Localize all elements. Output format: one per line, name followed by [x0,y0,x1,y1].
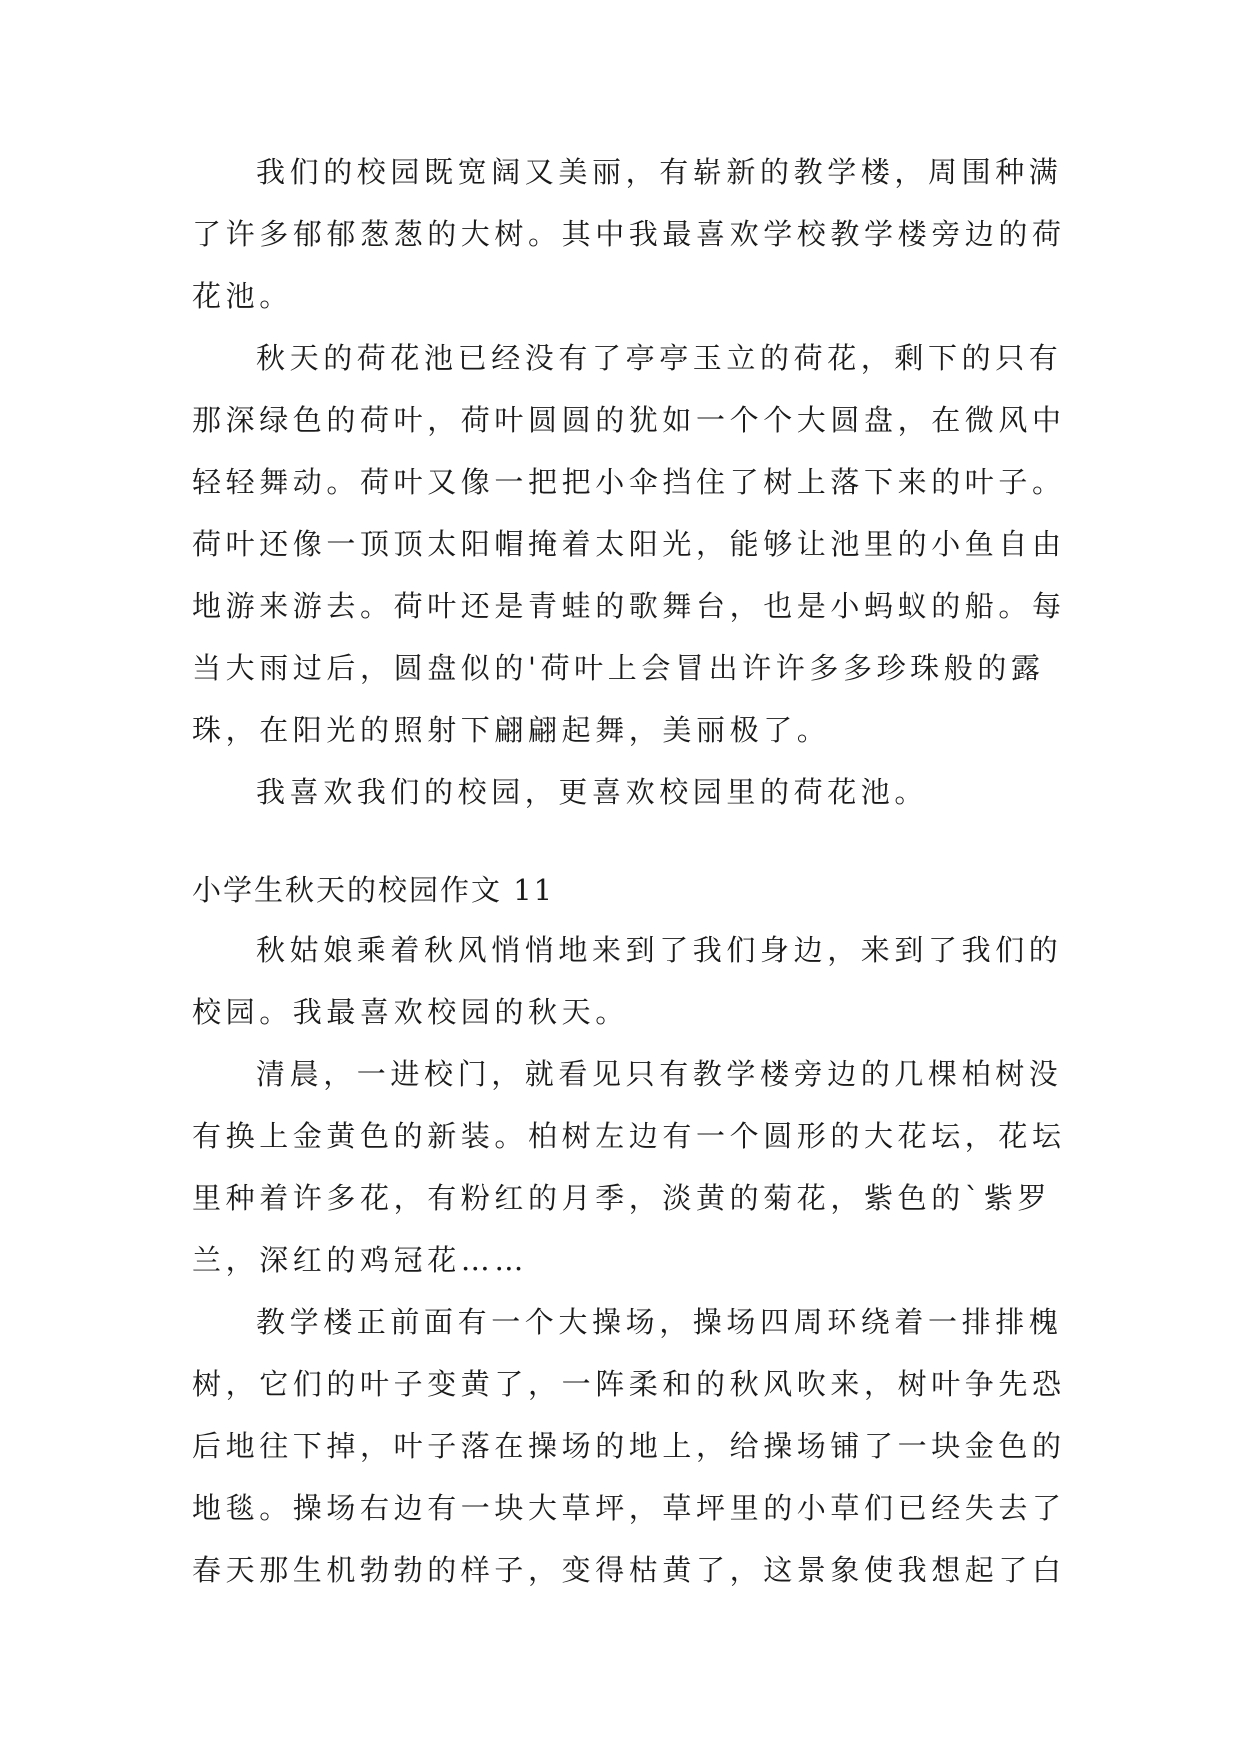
text-line: 地游来游去。荷叶还是青蛙的歌舞台，也是小蚂蚁的船。每 [192,589,1066,623]
text-line: 花池。 [192,279,293,313]
text-line: 教学楼正前面有一个大操场，操场四周环绕着一排排槐 [256,1305,1063,1339]
text-line: 树，它们的叶子变黄了，一阵柔和的秋风吹来，树叶争先恐 [192,1367,1066,1401]
text-line: 那深绿色的荷叶，荷叶圆圆的犹如一个个大圆盘，在微风中 [192,403,1066,437]
text-line: 了许多郁郁葱葱的大树。其中我最喜欢学校教学楼旁边的荷 [192,217,1066,251]
text-line: 清晨，一进校门，就看见只有教学楼旁边的几棵柏树没 [256,1057,1063,1091]
text-line: 我们的校园既宽阔又美丽，有崭新的教学楼，周围种满 [256,155,1063,189]
text-line: 春天那生机勃勃的样子，变得枯黄了，这景象使我想起了白 [192,1553,1066,1587]
text-line: 荷叶还像一顶顶太阳帽掩着太阳光，能够让池里的小鱼自由 [192,527,1066,561]
text-line: 秋姑娘乘着秋风悄悄地来到了我们身边，来到了我们的 [256,933,1063,967]
section-title: 小学生秋天的校园作文 11 [192,873,555,907]
text-line: 珠，在阳光的照射下翩翩起舞，美丽极了。 [192,713,831,747]
text-line: 后地往下掉，叶子落在操场的地上，给操场铺了一块金色的 [192,1429,1066,1463]
text-line: 兰，深红的鸡冠花…… [192,1243,529,1277]
text-line: 里种着许多花，有粉红的月季，淡黄的菊花，紫色的`紫罗 [192,1181,1052,1215]
text-line: 轻轻舞动。荷叶又像一把把小伞挡住了树上落下来的叶子。 [192,465,1066,499]
text-line: 校园。我最喜欢校园的秋天。 [192,995,629,1029]
text-line: 秋天的荷花池已经没有了亭亭玉立的荷花，剩下的只有 [256,341,1063,375]
text-line: 我喜欢我们的校园，更喜欢校园里的荷花池。 [256,775,929,809]
text-line: 有换上金黄色的新装。柏树左边有一个圆形的大花坛，花坛 [192,1119,1066,1153]
text-line: 当大雨过后，圆盘似的'荷叶上会冒出许许多多珍珠般的露 [192,651,1045,685]
text-line: 地毯。操场右边有一块大草坪，草坪里的小草们已经失去了 [192,1491,1066,1525]
